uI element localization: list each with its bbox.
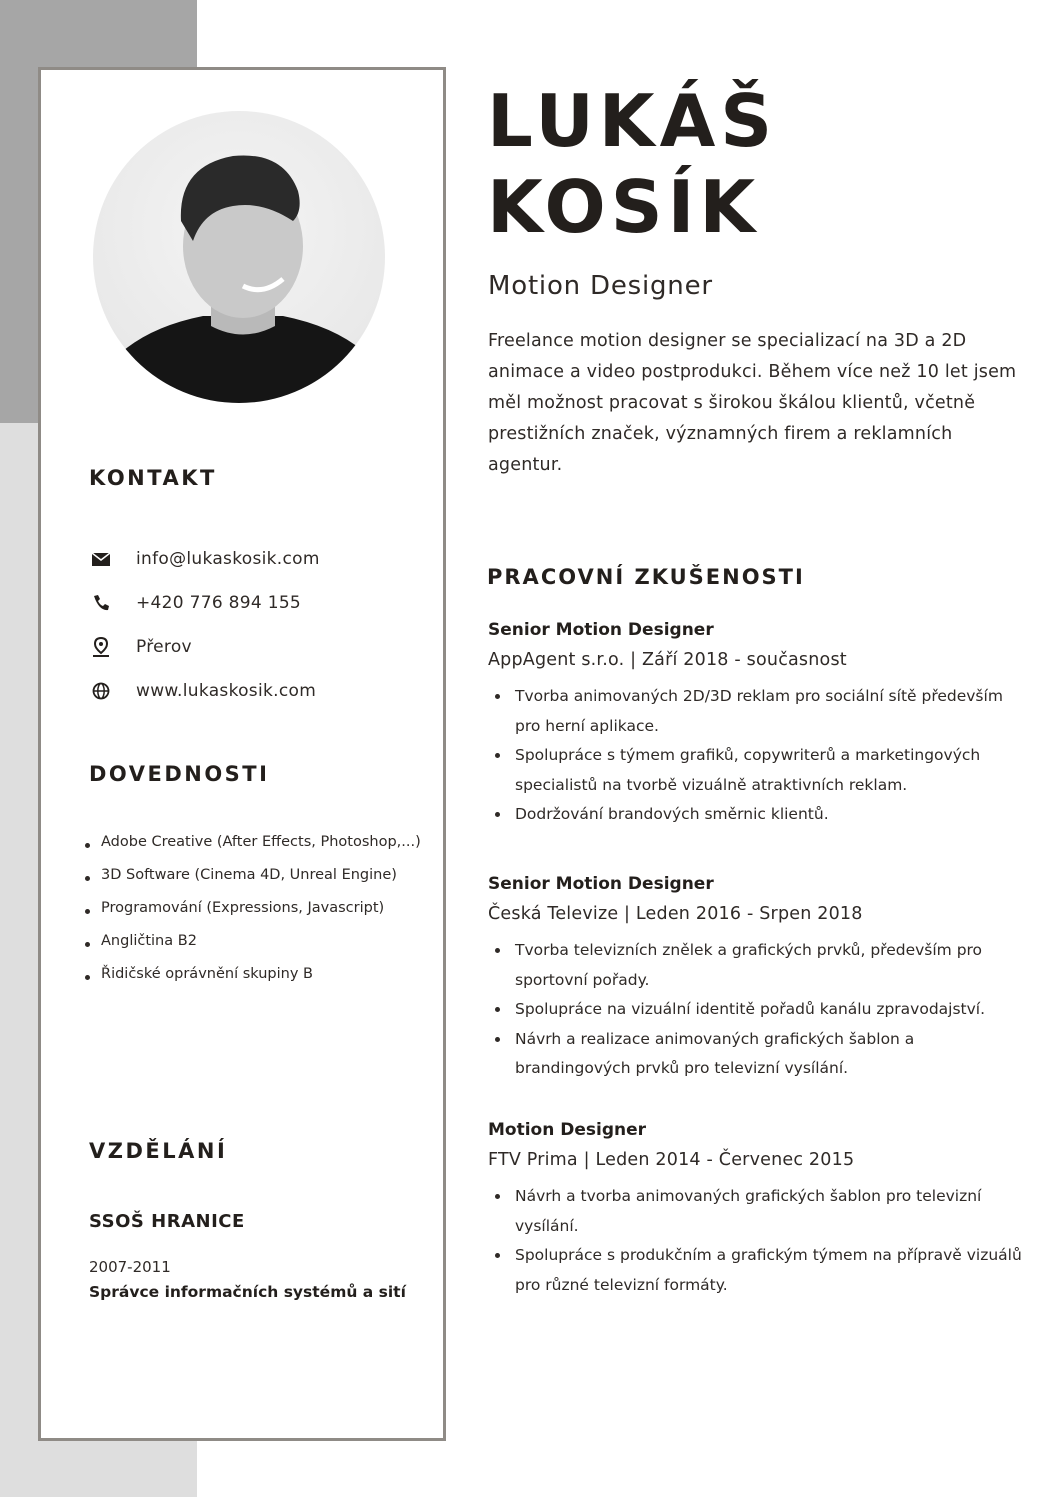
contact-phone-text: +420 776 894 155 [136, 593, 302, 613]
skill-item: Programování (Expressions, Javascript) [82, 900, 421, 933]
job-entry-ftv-prima [488, 1116, 1033, 1300]
skill-item: 3D Software (Cinema 4D, Unreal Engine) [82, 867, 421, 900]
first-name: LUKÁŠ [487, 79, 778, 163]
job-role: Senior Motion Designer [488, 874, 714, 894]
education-field: Správce informačních systémů a sití [89, 1283, 406, 1301]
job-entry-ceska-televize [488, 870, 1033, 1084]
job-bullet: Spolupráce na vizuální identitě pořadů kanálu zpravodajství. [488, 995, 1033, 1025]
job-bullet: Dodržování brandových směrnic klientů. [488, 800, 1033, 830]
contact-website[interactable] [90, 679, 317, 703]
job-role: Motion Designer [488, 1120, 647, 1140]
job-bullets [488, 936, 1033, 1084]
contact-email[interactable] [90, 547, 320, 571]
job-bullet: Tvorba televizních znělek a grafických prvků, především pro sportovní pořady. [488, 936, 1033, 995]
skill-item: Angličtina B2 [82, 933, 421, 966]
profile-photo-illustration [93, 111, 385, 403]
job-role: Senior Motion Designer [488, 620, 714, 640]
last-name: KOSÍK [487, 165, 761, 249]
profile-summary: Freelance motion designer se specializací na 3D a 2D animace a video postprodukci. Během více než 10 let jsem měl možnost pracovat s širokou škálou klientů, včetně prestižních značek, významných firem a reklamních agentur. [488, 331, 1017, 475]
education-school: SSOŠ HRANICE [89, 1211, 245, 1232]
person-name [487, 78, 777, 250]
job-bullet: Návrh a realizace animovaných grafických šablon a brandingových prvků pro televizní vysílání. [488, 1025, 1033, 1084]
education-years: 2007-2011 [89, 1258, 171, 1276]
job-company-dates: AppAgent s.r.o. | Září 2018 - současnost [488, 650, 847, 670]
phone-icon [90, 592, 112, 614]
job-company-dates: Česká Televize | Leden 2016 - Srpen 2018 [488, 904, 863, 924]
job-company-dates: FTV Prima | Leden 2014 - Červenec 2015 [488, 1150, 855, 1170]
job-bullet: Spolupráce s týmem grafiků, copywriterů a marketingových specialistů na tvorbě vizuálně atraktivních reklam. [488, 741, 1033, 800]
job-title: Motion Designer [488, 271, 713, 301]
envelope-icon [90, 548, 112, 570]
contact-location-text: Přerov [136, 637, 192, 657]
job-bullets [488, 682, 1033, 830]
education-heading: VZDĚLÁNÍ [89, 1139, 228, 1163]
job-bullet: Spolupráce s produkčním a grafickým týmem na přípravě vizuálů pro různé televizní formáty. [488, 1241, 1033, 1300]
map-pin-icon [90, 636, 112, 658]
job-entry-appagent [488, 616, 1033, 830]
contact-email-text: info@lukaskosik.com [136, 549, 320, 569]
job-bullets [488, 1182, 1033, 1300]
contact-location [90, 635, 192, 659]
skill-item: Adobe Creative (After Effects, Photoshop,...) [82, 834, 421, 867]
contact-heading: KONTAKT [89, 466, 217, 490]
skills-list [82, 834, 421, 999]
contact-phone[interactable] [90, 591, 302, 615]
globe-icon [90, 680, 112, 702]
skills-heading: DOVEDNOSTI [89, 762, 270, 786]
job-bullet: Návrh a tvorba animovaných grafických šablon pro televizní vysílání. [488, 1182, 1033, 1241]
profile-photo [93, 111, 385, 403]
experience-heading: PRACOVNÍ ZKUŠENOSTI [487, 565, 805, 589]
contact-website-text: www.lukaskosik.com [136, 681, 317, 701]
skill-item: Řidičské oprávnění skupiny B [82, 966, 421, 999]
job-bullet: Tvorba animovaných 2D/3D reklam pro sociální sítě především pro herní aplikace. [488, 682, 1033, 741]
